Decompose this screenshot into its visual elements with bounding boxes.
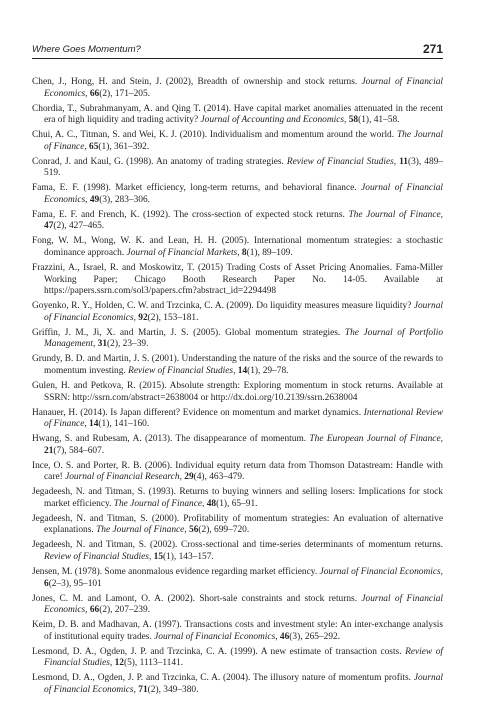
reference-text: , [344,115,349,126]
reference-text: (1), 143–157. [163,552,214,563]
reference-text: (5), 1113–1141. [123,658,184,669]
reference-volume: 14 [237,365,248,376]
reference-entry [32,104,443,127]
reference-text: Hanauer, H. (2014). Is Japan different? Evidence on momentum and market dynamics. [32,407,364,418]
reference-journal: Review of Financial Studies [44,646,443,669]
reference-entry [32,647,443,670]
page-number: 271 [422,42,443,56]
reference-text: Frazzini, A., Israel, R. and Moskowitz, T. (2015) Trading Costs of Asset Pricing Anomalies. Fama-Miller Working Paper; Chicago Booth Research Paper No. 14-05. Available at https://papers.ssrn.com/sol3/papers.cfm?abstract_id=2294498 [32,263,443,297]
reference-entry [32,157,443,180]
reference-journal: Journal of Financial Economics [44,301,443,323]
reference-volume: 29 [184,472,194,483]
reference-journal: Review of Financial Studies [286,156,394,167]
reference-text: , [393,156,400,167]
reference-entry [32,183,443,206]
reference-text: Jones, C. M. and Lamont, O. A. (2002). Short-sale constraints and stock returns. [32,593,362,604]
reference-entry [32,236,443,259]
reference-list [32,77,443,700]
reference-journal: The European Journal of Finance [309,434,441,445]
reference-text: , [202,498,207,509]
reference-volume: 14 [89,419,99,430]
reference-entry [32,381,443,404]
reference-text: (2), 349–380. [147,684,199,695]
reference-text: (2), 207–239. [99,605,150,616]
reference-journal: Journal of Financial Economics [319,567,441,577]
reference-volume: 8 [241,248,247,259]
reference-text: Lesmond, D. A., Ogden, J. P. and Trzcinka, C. A. (2004). The illusory nature of momentum profits. [32,673,414,684]
reference-text: (2–3), 95–101 [48,578,102,589]
reference-text: Lesmond, D. A., Ogden, J. P. and Trzcinka, C. A. (1999). A new estimate of transaction costs. [32,646,406,657]
reference-text: Hwang, S. and Rubesam, A. (2013). The disappearance of momentum. [32,434,310,445]
reference-text: (2), 23–39. [107,339,149,350]
reference-text: Jegadeesh, N. and Titman, S. (2002). Cross-sectional and time-series determinants of momentum returns. [32,540,443,551]
reference-entry [32,620,443,643]
reference-volume: 56 [189,525,199,536]
reference-entry [32,130,443,153]
reference-text: Chui, A. C., Titman, S. and Wei, K. J. (2010). Individualism and momentum around the world. [32,130,397,141]
reference-entry [32,487,443,510]
reference-entry [32,461,443,484]
reference-entry [32,263,443,298]
reference-text: , [148,552,154,563]
reference-journal: The Journal of Portfolio Management [44,327,444,350]
reference-text: (1), 65–91. [216,498,258,509]
reference-journal: The Journal of Finance [113,498,203,509]
reference-text: (1), 361–392. [98,141,150,152]
reference-text: (1), 29–78. [247,365,289,376]
reference-volume: 48 [206,498,217,509]
page-header [32,40,443,59]
reference-text: Jegadeesh, N. and Titman, S. (1993). Returns to buying winners and selling losers: Implications for stock market efficiency. [32,487,443,509]
reference-text: (1), 41–58. [358,115,400,126]
reference-volume: 46 [279,631,290,642]
reference-entry [32,434,443,457]
reference-text: , [133,312,139,323]
reference-text: , [440,209,443,220]
reference-text: Fama, E. F. (1998). Market efficiency, long-term returns, and behavioral finance. [32,183,362,194]
reference-journal: Journal of Financial Economics [44,673,443,695]
reference-text: Griffin, J. M., Ji, X. and Martin, J. S. (2005). Global momentum strategies. [32,327,345,338]
reference-volume: 11 [399,156,408,167]
reference-text: , [184,525,190,536]
reference-journal: The Journal of Finance [348,209,441,220]
reference-journal: The Journal of Finance [44,130,443,152]
reference-text: , [440,567,444,577]
reference-entry [32,408,443,431]
reference-volume: 66 [89,605,100,616]
reference-journal: Journal of Financial Economics [44,77,443,99]
reference-volume: 66 [89,88,100,99]
reference-entry [32,354,443,377]
reference-text: (3), 283–306. [99,194,150,205]
reference-text: , [92,339,98,350]
reference-text: Gulen, H. and Petkova, R. (2015). Absolute strength: Exploring momentum in stock returns. Available at SSRN: http://ssrn.com/abstract=2638004 or http://dx.doi.org/10.2139/ssrn.2638004 [32,380,443,403]
reference-entry [32,567,443,590]
reference-text: (3), 265–292. [289,631,341,642]
reference-text: Keim, D. B. and Madhavan, A. (1997). Transactions costs and investment style: An inter-exchange analysis of institutional equity trades. [32,620,443,642]
reference-text: Chordia, T., Subrahmanyam, A. and Qing T. (2014). Have capital market anomalies attenuated in the recent era of high liquidity and trading activity? [32,103,443,126]
reference-entry [32,328,443,351]
reference-journal: Journal of Financial Economics [44,593,443,616]
reference-volume: 92 [138,312,148,323]
reference-text: Fong, W. M., Wong, W. K. and Lean, H. H. (2005). International momentum strategies: a stochastic dominance approach. [32,236,443,259]
reference-journal: Journal of Financial Research [65,472,180,483]
reference-journal: Review of Financial Studies [128,365,234,376]
reference-text: Jensen, M. (1978). Some anonmalous evidence regarding market efficiency. [32,567,320,577]
reference-text: , [85,194,90,205]
reference-text: , [84,141,90,152]
reference-volume: 65 [89,141,99,152]
reference-entry [32,301,443,324]
reference-volume: 21 [44,445,54,456]
reference-text: Jegadeesh, N. and Titman, S. (2000). Profitability of momentum strategies: An evaluation of alternative explanations. [32,513,443,536]
reference-entry [32,210,443,233]
reference-text: , [233,365,238,376]
reference-text: , [84,419,90,430]
reference-entry [32,540,443,563]
reference-journal: The Journal of Finance [96,525,185,536]
reference-text: , [109,658,115,669]
reference-text: Grundy, B. D. and Martin, J. S. (2001). Understanding the nature of the risks and the source of the rewards to momentum investing. [32,354,443,376]
reference-text: (7), 584–607. [53,445,105,456]
reference-volume: 6 [44,578,49,589]
reference-volume: 47 [44,221,54,232]
reference-text: , [275,631,280,642]
reference-text: , [237,248,242,259]
reference-text: Fama, E. F. and French, K. (1992). The cross-section of expected stock returns. [32,209,349,220]
reference-text: (2), 427–465. [53,221,105,232]
reference-journal: Journal of Accounting and Economics [200,115,345,126]
reference-volume: 15 [153,552,163,563]
reference-journal: Review of Financial Studies [44,552,149,563]
reference-text: Chen, J., Hong, H. and Stein, J. (2002), Breadth of ownership and stock returns. [32,77,362,87]
reference-journal: Journal of Financial Economics [154,631,276,642]
reference-text: Conrad, J. and Kaul, G. (1998). An anatomy of trading strategies. [32,156,287,167]
reference-journal: Journal of Financial Economics [44,183,443,205]
reference-volume: 71 [138,684,148,695]
reference-entry [32,673,443,696]
reference-text: (2), 171–205. [99,88,150,99]
reference-text: (1), 141–160. [98,419,150,430]
reference-text: (2), 699–720. [198,525,250,536]
reference-text: (2), 153–181. [147,312,199,323]
reference-text: (4), 463–479. [193,472,245,483]
reference-text: Ince, O. S. and Porter, R. B. (2006). Individual equity return data from Thomson Datastream: Handle with care! [32,460,443,483]
reference-text: , [85,605,90,616]
reference-volume: 49 [89,194,100,205]
reference-text: (3), 489–519. [44,156,444,179]
reference-volume: 12 [114,658,124,669]
reference-text: , [85,88,90,99]
reference-text: (1), 89–109. [246,248,293,259]
reference-text: , [179,472,185,483]
running-head: Where Goes Momentum? [32,44,141,55]
reference-volume: 31 [97,339,108,350]
reference-entry [32,514,443,537]
reference-entry [32,77,443,100]
reference-journal: International Review of Finance [44,407,443,430]
reference-text: Goyenko, R. Y., Holden, C. W. and Trzcinka, C. A. (2009). Do liquidity measures measure liquidity? [32,301,414,312]
reference-text: , [133,684,139,695]
reference-journal: Journal of Financial Markets [126,248,238,259]
reference-entry [32,594,443,617]
reference-text: , [440,434,443,445]
reference-volume: 58 [348,115,359,126]
